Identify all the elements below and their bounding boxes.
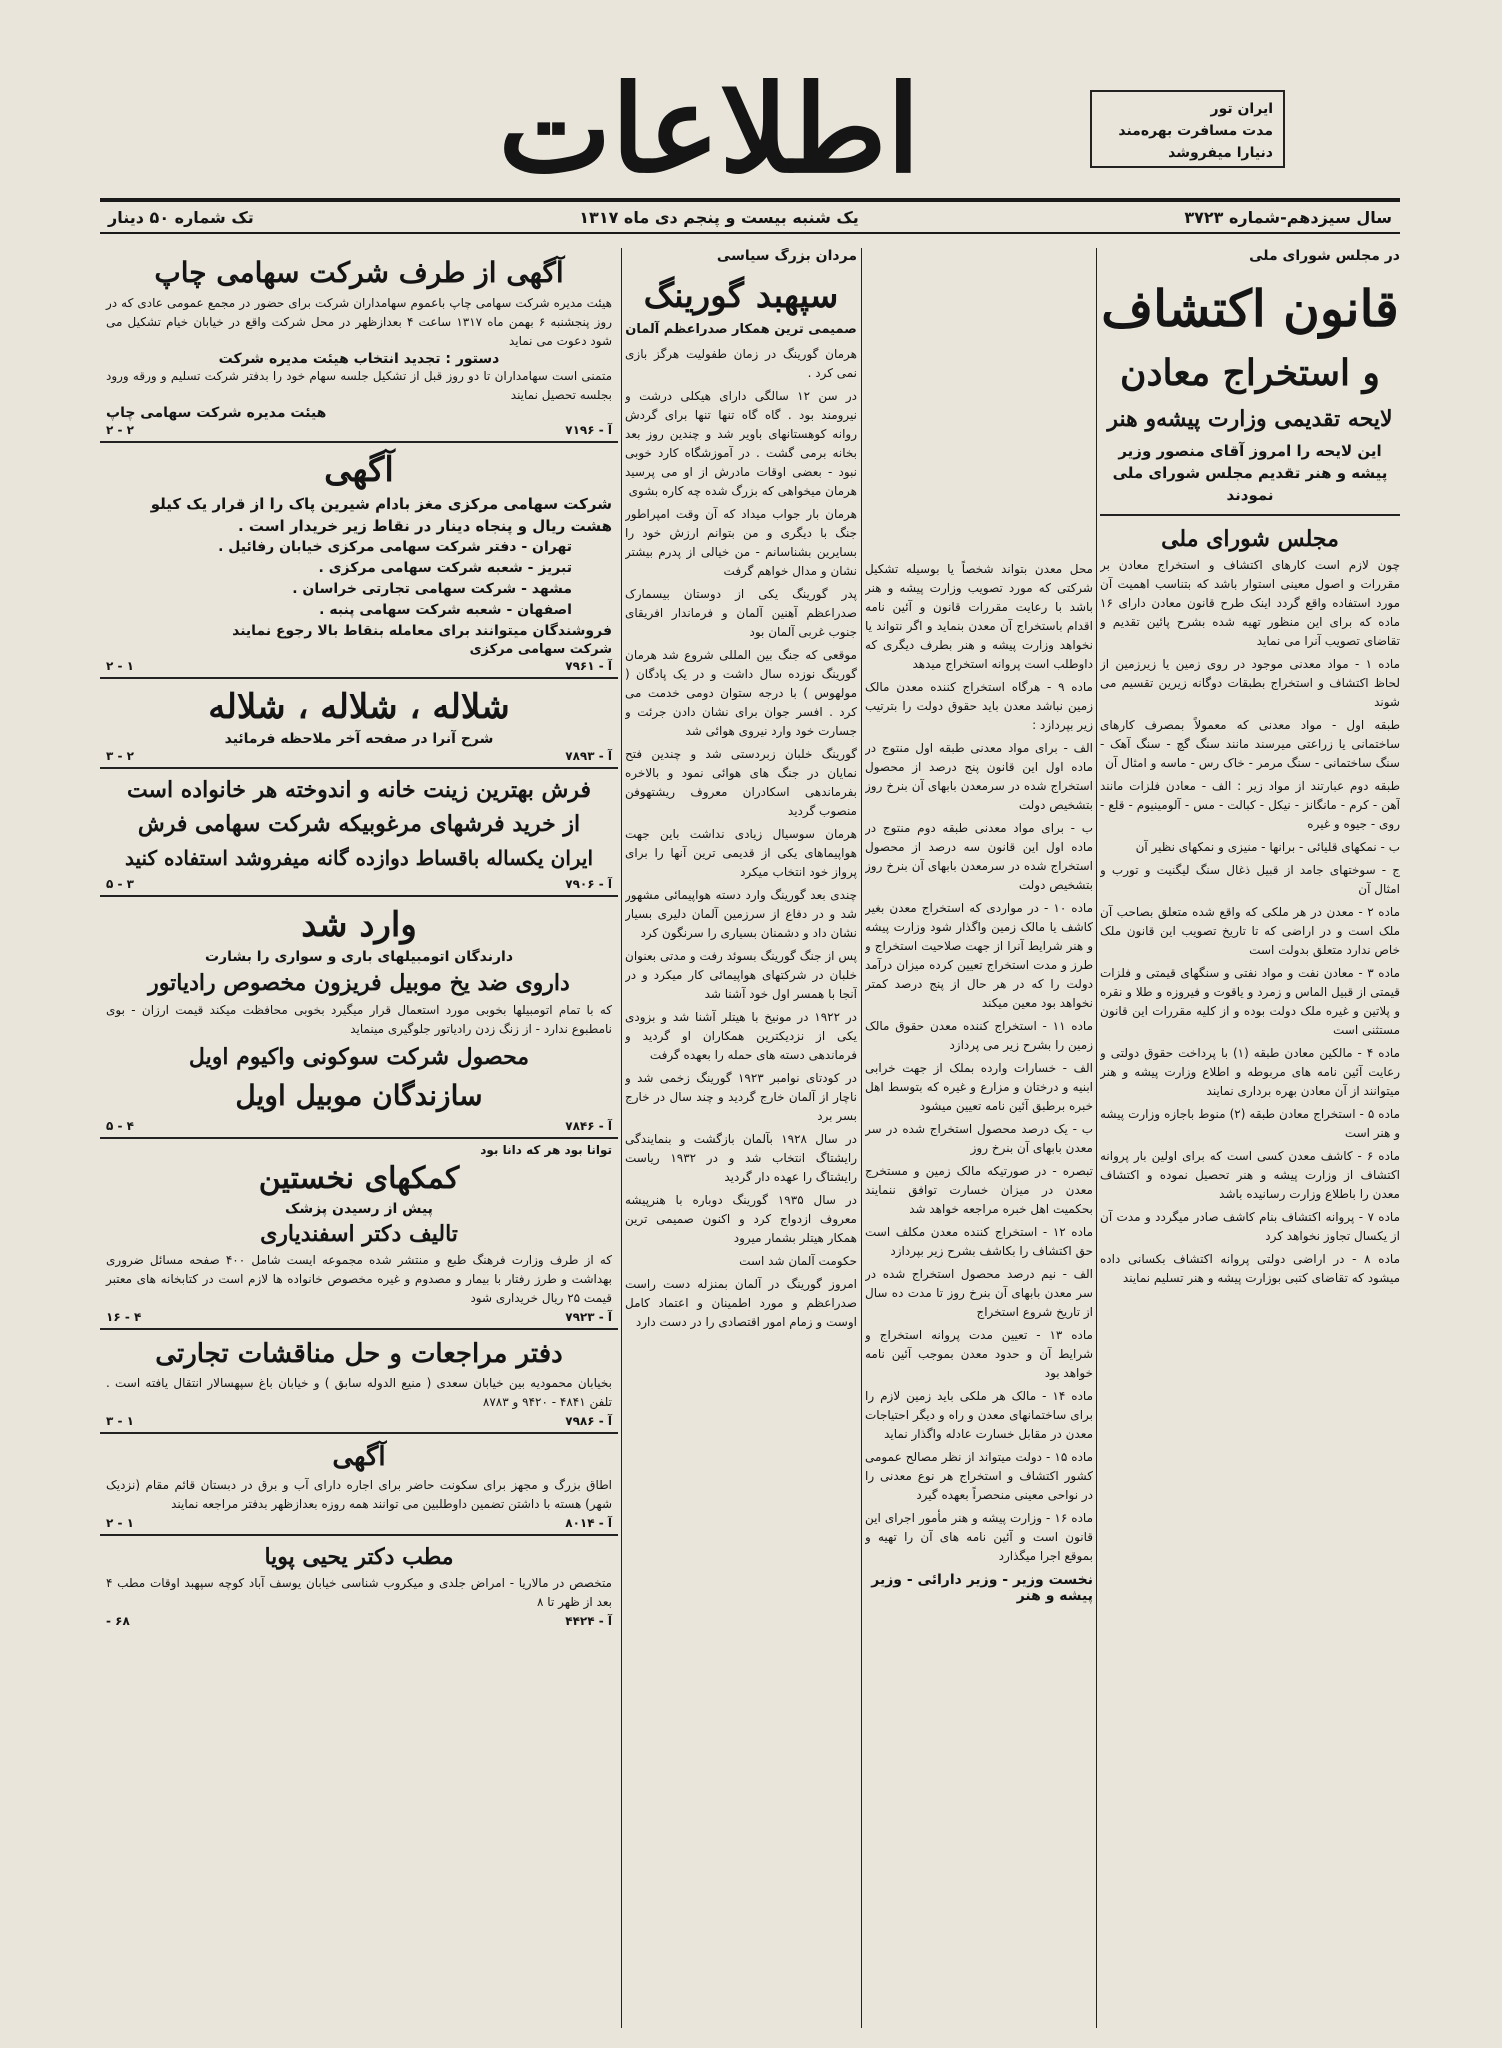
ad-signature: شرکت سهامی مرکزی <box>469 642 612 657</box>
ad-code-right: آ - ۴۴۲۴ <box>565 1614 612 1628</box>
ad-title: آگهی <box>332 1442 386 1472</box>
ad-first-aid-book <box>100 1139 618 1330</box>
dateline <box>100 198 1400 234</box>
paragraph: ماده ۱۲ - استخراج کننده معدن مکلف است حق اکتشاف را بکاشف بشرح زیر بپردازد <box>865 1225 1093 1258</box>
paragraph: پدر گورینگ یکی از دوستان بیسمارک صدراعظم آهنین آلمان و فرماندار افریقای جنوب غربی آلمان بود <box>625 587 857 639</box>
paragraph: در سن ۱۲ سالگی دارای هیکلی درشت و نیرومند بود . گاه گاه تنها تنها برای گردش روانه کوهستانهای باویر شد و چندین روز بعد بخانه برمی گشت . در آموزشگاه کارد خوبی نبود - بعضی اوقات مادرش از او می پرسید هرمان میخواهی که بزرگ شده چه کاره بشوی <box>625 389 857 498</box>
article-body <box>865 560 1093 1566</box>
paragraph: چون لازم است کارهای اکتشاف و استخراج معادن بر مقررات و اصول معینی استوار باشد که بتناسب اهمیت آن مورد استفاده واقع گردد اینک طرح قانون معادن دارای ۱۶ ماده که برای این منظور تهیه شده بشرح پائین تقدیم و تقاضای تصویب آنرا می نماید <box>1100 558 1400 648</box>
paragraph: الف - خسارات وارده بملک از جهت خرابی ابنیه و درختان و مزارع و غیره که بتوسط اهل خبره برطبق آئین نامه تعیین میشود <box>865 1061 1093 1113</box>
ad-antifreeze <box>100 897 618 1139</box>
ad-body: متمنی است سهامداران تا دو روز قبل از تشکیل جلسه سهام خود را بدفتر شرکت تسلیم و ورقه ورود بجلسه تحصیل نمایند <box>106 369 612 402</box>
ad-title: شلاله ، شلاله ، شلاله <box>208 687 510 727</box>
ad-title: وارد شد <box>301 905 417 945</box>
paragraph: الف - نیم درصد محصول استخراج شده در سر معدن بابهای آن بنرخ روز تا مدت ده سال از تاریخ شروع استخراج <box>865 1267 1093 1319</box>
paragraph: ماده ۲ - معدن در هر ملکی که واقع شده متعلق بصاحب آن ملک است و در اراضی که تا تاریخ تصویب این قانون ملک خاص ندارد متعلق بدولت است <box>1100 905 1400 957</box>
ad-author: تالیف دکتر اسفندیاری <box>260 1221 458 1247</box>
ad-subtitle: پیش از رسیدن پزشک <box>285 1201 433 1217</box>
paragraph: ماده ۱ - مواد معدنی موجود در روی زمین یا زیرزمین از لحاظ اکتشاف و استخراج بطبقات دوگانه زیرین تقسیم می شوند <box>1100 657 1400 709</box>
ad-code-left: ۱ - ۳ <box>106 1414 134 1428</box>
paragraph: چندی بعد گورینگ وارد دسته هواپیمائی مشهور شد و در دفاع از سرزمین آلمان دلیری بسیار نشان داد و دشمنان بسیاری را سرنگون کرد <box>625 888 857 940</box>
ad-title: دفتر مراجعات و حل مناقشات تجارتی <box>155 1339 563 1369</box>
paragraph: تبصره - در صورتیکه مالک زمین و مستخرج معدن در میزان خسارت توافق ننمایند بحکمیت اهل خبره مراجعه خواهد شد <box>865 1164 1093 1216</box>
ad-code <box>106 877 612 891</box>
ad-code-left: ۶۸ - <box>106 1614 130 1628</box>
ad-body: شرح آنرا در صفحه آخر ملاحظه فرمائید <box>224 731 494 747</box>
ad-code-left: ۲ - ۲ <box>106 423 134 437</box>
paragraph: هرمان سوسیال زیادی نداشت باین جهت هواپیماهای یکی از قدیمی ترین آنها را برای پرواز خود انتخاب میکرد <box>625 827 857 879</box>
paragraph: ماده ۱۵ - دولت میتواند از نظر مصالح عمومی کشور اکتشاف و استخراج هر نوع معدنی را در نواحی معینی منحصراً بعهده گیرد <box>865 1450 1093 1502</box>
ad-location: مشهد - شرکت سهامی تجارتی خراسان . <box>292 581 572 597</box>
paragraph: ماده ۱۰ - در مواردی که استخراج معدن بغیر کاشف یا مالک زمین واگذار شود وزارت پیشه و هنر شرایط آنرا از جهت صلاحیت استخراج و طرز و مدت استخراج تعیین کرده میزان درآمد دولت را که در هر حال از پنج درصد کمتر نخواهد بود معین میکند <box>865 901 1093 1010</box>
paragraph: طبقه دوم عبارتند از مواد زیر : الف - معادن فلزات مانند آهن - کرم - مانگانز - نیکل - کبالت - مس - آلومینیوم - قلع - روی - جیوه و غیره <box>1100 779 1400 831</box>
paragraph: ماده ۶ - کاشف معدن کسی است که برای اولین بار پروانه اکتشاف از وزارت پیشه و هنر تحصیل نموده و اکتشاف معدن را باطلاع وزارت رسانیده باشد <box>1100 1149 1400 1201</box>
section-title: مجلس شورای ملی <box>1161 526 1339 552</box>
paragraph: ماده ۱۳ - تعیین مدت پروانه استخراج و شرایط آن و حدود معدن بموجب آئین نامه خواهد بود <box>865 1328 1093 1380</box>
ad-code <box>106 1310 612 1324</box>
paragraph: ج - سوختهای جامد از قبیل ذغال سنگ لیگنیت و تورب و امثال آن <box>1100 863 1400 896</box>
paragraph: محل معدن بتواند شخصاً یا بوسیله تشکیل شرکتی که مورد تصویب وزارت پیشه و هنر باشد با رعایت مقررات قانون و آئین نامه اقدام باستخراج آن معدن بنماید و اگر نتواند یا نخواهد وزارت پیشه و هنر بطرف دیگری که داوطلب است پروانه استخراج میدهد <box>865 562 1093 671</box>
paragraph: الف - برای مواد معدنی طبقه اول منتوج در ماده اول این قانون پنج درصد از محصول استخراج شده در سرمعدن بابهای آن بنرخ روز بتشخیص دولت <box>865 741 1093 812</box>
article-kicker: مردان بزرگ سیاسی <box>716 248 857 264</box>
paragraph: پس از جنگ گورینگ بسوئد رفت و مدتی بعنوان خلبان در شرکتهای هواپیمائی کار میکرد و در آنجا با همسر اول خود آشنا شد <box>625 949 857 1001</box>
ad-code-left: ۴ - ۱۶ <box>106 1310 142 1324</box>
paragraph: ماده ۷ - پروانه اکتشاف بنام کاشف صادر میگردد و مدت آن از یکسال تجاوز نخواهد کرد <box>1100 1210 1400 1243</box>
ad-code-left: ۳ - ۵ <box>106 877 134 891</box>
ad-signature: هیئت مدیره شرکت سهامی چاپ <box>106 405 327 421</box>
ad-headline: داروی ضد یخ موبیل فریزون مخصوص رادیاتور <box>148 970 570 996</box>
paragraph: امروز گورینگ در آلمان بمنزله دست راست صدراعظم و مورد اطمینان و اعتماد کامل اوست و زمام امور اقتصادی را در دست دارد <box>625 1277 857 1329</box>
ad-code-right: آ - ۷۹۰۶ <box>565 877 612 891</box>
ad-subtitle: دارندگان اتومبیلهای باری و سواری را بشارت <box>204 949 514 965</box>
paragraph: موقعی که جنگ بین المللی شروع شد هرمان گورینگ نوزده سال داشت و در یک پادگان ( مولهوس ) با درجه ستوان دومی خدمت می کرد . افسر جوان برای نشان دادن جرئت و جسارت خود وارد نیروی هوائی شد <box>625 648 857 738</box>
paragraph: ماده ۹ - هرگاه استخراج کننده معدن مالک زمین نباشد معدن باید حقوق دولت را بترتیب زیر بپردازد : <box>865 680 1093 732</box>
article-body <box>1100 556 1400 1288</box>
paragraph: گورینگ خلبان زبردستی شد و چندین فتح نمایان در جنگ های هوائی نمود و بالاخره بفرماندهی اسکادران معروف ریشتهوفن منصوب گردید <box>625 747 857 818</box>
ad-code <box>106 1414 612 1428</box>
ad-code <box>106 1119 612 1133</box>
ad-code-right: آ - ۷۹۸۶ <box>565 1414 612 1428</box>
headline: سپهبد گورینگ <box>643 276 839 316</box>
ad-body: که از طرف وزارت فرهنگ طبع و منتشر شده مجموعه ایست شامل ۴۰۰ صفحه مسائل ضروری بهداشت و طرز رفتار با بیمار و مصدوم و غیره مخصوص خانواده ها لازم است در کتابخانه های معتبر قیمت ۲۵ ریال خریداری شود <box>106 1253 612 1305</box>
ad-headline: محصول شرکت سوکونی واکیوم اویل <box>188 1044 530 1070</box>
issue-price: تک شماره ۵۰ دینار <box>108 207 254 227</box>
ad-title: کمکهای نخستین <box>258 1161 460 1196</box>
ad-body: شرکت سهامی مرکزی مغز بادام شیرین پاک را از قرار یک کیلو هشت ریال و پنجاه دینار در نقاط زیر خریدار است . <box>150 495 612 535</box>
column-rule <box>621 248 622 2028</box>
ad-title: آگهی از طرف شرکت سهامی چاپ <box>154 256 564 289</box>
ad-code <box>106 659 612 673</box>
ad-doctor <box>100 1536 618 1632</box>
price-box-line: ایران تور <box>1210 101 1273 117</box>
ad-body: هیئت مدیره شرکت سهامی چاپ باعموم سهامداران شرکت برای حضور در مجمع عمومی عادی که در روز پنجشنبه ۶ بهمن ماه ۱۳۱۷ ساعت ۴ بعدازظهر در محل شرکت واقع در خیابان خیام تشکیل می شود دعوت می نماید <box>106 296 612 348</box>
paragraph: ماده ۸ - در اراضی دولتی پروانه اکتشاف بکسانی داده میشود که تقاضای کتبی بوزارت پیشه و هنر تسلیم نمایند <box>1100 1252 1400 1285</box>
ad-kicker: توانا بود هر که دانا بود <box>480 1143 612 1157</box>
ad-body: که با تمام اتومبیلها بخوبی مورد استعمال قرار میگیرد بخوبی محافظت میکند قیمت ارزان - بوی نامطبوع ندارد - از زنگ زدن رادیاتور جلوگیری مینماید <box>106 1003 612 1036</box>
paragraph: ماده ۳ - معادن نفت و مواد نفتی و سنگهای قیمتی و فلزات قیمتی از قبیل الماس و زمرد و یاقوت و فیروزه و طلا و نقره و پلاتین و غیره ملک دولت بوده و از کلیه مقررات این قانون مستثنی است <box>1100 966 1400 1037</box>
paragraph: هرمان بار جواب میداد که آن وقت امپراطور جنگ با دیگری و من بتوانم ارزش خود را بسایرین بشناسانم - من خیالی از پدرم بیشتر نشان و مدال خواهم گرفت <box>625 507 857 578</box>
paragraph: ب - برای مواد معدنی طبقه دوم منتوج در ماده اول این قانون سه درصد از محصول استخراج شده در سرمعدن بابهای آن بنرخ روز بتشخیص دولت <box>865 821 1093 892</box>
column-rule <box>1096 248 1097 2028</box>
ad-title: آگهی <box>324 450 394 490</box>
ad-chap-company <box>100 248 618 443</box>
ad-code <box>106 1516 612 1530</box>
ad-code <box>106 1614 612 1628</box>
article-mining-law-continued <box>865 560 1093 2028</box>
ad-location: تبریز - شعبه شرکت سهامی مرکزی . <box>318 560 572 576</box>
paragraph: طبقه اول - مواد معدنی که معمولاً بمصرف کارهای ساختمانی یا زراعتی میرسند مانند سنگ گچ - سنگ آهک - سنگ ساختمانی - سنگ مرمر - خاک رس - ماسه و امثال آن <box>1100 718 1400 770</box>
ad-line: ایران یکساله باقساط دوازده گانه میفروشد استفاده کنید <box>124 846 594 870</box>
ad-code-right: آ - ۷۹۲۳ <box>565 1310 612 1324</box>
ad-headline: سازندگان موبیل اویل <box>235 1079 483 1112</box>
ad-code-right: آ - ۸۰۱۴ <box>565 1516 612 1530</box>
ad-agenda: دستور : تجدید انتخاب هیئت مدیره شرکت <box>218 351 500 367</box>
column-rule <box>861 248 862 2028</box>
article-kicker: در مجلس شورای ملی <box>1249 248 1400 264</box>
ad-code-right: آ - ۷۸۴۶ <box>565 1119 612 1133</box>
article-body <box>625 345 857 1332</box>
paragraph: ب - یک درصد محصول استخراج شده در سر معدن بابهای آن بنرخ روز <box>865 1122 1093 1155</box>
ad-code-left: ۴ - ۵ <box>106 1119 134 1133</box>
ad-code-right: آ - ۷۹۶۱ <box>565 659 612 673</box>
price-box-line: مدت مسافرت بهره‌مند <box>1118 123 1273 139</box>
paragraph: ماده ۵ - استخراج معادن طبقه (۲) منوط باجازه وزارت پیشه و هنر است <box>1100 1107 1400 1140</box>
paragraph: ماده ۴ - مالکین معادن طبقه (۱) با پرداخت حقوق دولتی و رعایت آئین نامه های مربوطه و اطلاع وزارت پیشه و هنر میتوانند از آن معادن بهره برداری نمایند <box>1100 1046 1400 1098</box>
paragraph: ب - نمکهای قلیائی - برانها - منیزی و نمکهای نظیر آن <box>1135 840 1400 854</box>
ad-code <box>106 749 612 763</box>
paragraph: در ۱۹۲۲ در مونیخ با هیتلر آشنا شد و بزودی یکی از نزدیکترین همکاران او گردید و فرماندهی دسته های حمله را بعهده گرفت <box>625 1010 857 1062</box>
subheadline: لایحه تقدیمی وزارت پیشه‌و هنر <box>1107 406 1393 432</box>
paragraph: در سال ۱۹۳۵ گورینگ دوباره با هنرپیشه معروف ازدواج کرد و اکنون صمیمی ترین همکار هیتلر بشمار میرود <box>625 1193 857 1245</box>
ad-location: تهران - دفتر شرکت سهامی مرکزی خیابان رفائیل . <box>218 539 572 555</box>
ad-location: اصفهان - شعبه شرکت سهامی پنبه . <box>319 602 572 618</box>
subheadline-2: این لایحه را امروز آقای منصور وزیر پیشه و هنر تقدیم مجلس شورای ملی نمودند <box>1112 442 1388 504</box>
ad-almond <box>100 443 618 679</box>
ad-title: مطب دکتر یحیی پویا <box>264 1544 454 1570</box>
ad-line: از خرید فرشهای مرغوبیکه شرکت سهامی فرش <box>137 811 581 837</box>
ad-code-left: ۲ - ۳ <box>106 749 134 763</box>
ad-rent <box>100 1434 618 1536</box>
price-box <box>1090 90 1285 168</box>
ad-body: بخیابان محمودیه بین خیابان سعدی ( منیع الدوله سابق ) و خیابان باغ سپهسالار انتقال یافته است . تلفن ۴۸۴۱ - ۹۴۲۰ و ۸۷۸۳ <box>106 1376 612 1409</box>
ad-body: متخصص در مالاریا - امراض جلدی و میکروب شناسی خیابان یوسف آباد کوچه سپهبد اوقات مطب ۴ بعد از ظهر تا ۸ <box>106 1576 612 1609</box>
ad-code-left: ۱ - ۲ <box>106 659 134 673</box>
ad-body: اطاق بزرگ و مجهز برای سکونت حاضر برای اجاره دارای آب و برق در دبستان قائم مقام (نزدیک شهر) هسته با داشتن تضمین داوطلبین می توانند همه روزه بعدازظهر بدفتر مراجعه نمایند <box>106 1478 612 1511</box>
article-goering <box>625 248 857 2028</box>
ad-line: فرش بهترین زینت خانه و اندوخته هر خانواده است <box>126 777 592 803</box>
issue-date: یک شنبه بیست و پنجم دی ماه ۱۳۱۷ <box>579 207 859 227</box>
paragraph: ماده ۱۴ - مالک هر ملکی باید زمین لازم را برای ساختمانهای معدن و راه و دیگر احتیاجات معدن در مقابل خسارت عادله واگذار نماید <box>865 1389 1093 1441</box>
paragraph: ماده ۱۱ - استخراج کننده معدن حقوق مالک زمین را بشرح زیر می پردازد <box>865 1019 1093 1052</box>
advertisements-column <box>100 248 618 2028</box>
issue-number: سال سیزدهم-شماره ۳۷۲۳ <box>1184 207 1392 227</box>
ad-code-right: آ - ۷۱۹۶ <box>565 423 612 437</box>
newspaper-logo: اطلاعات <box>498 59 920 200</box>
headline-2: و استخراج معادن <box>1120 352 1380 394</box>
price-box-line: دنیارا میفروشد <box>1168 145 1273 161</box>
paragraph: حکومت آلمان شد است <box>739 1254 857 1268</box>
paragraph: هرمان گورینگ در زمان طفولیت هرگز بازی نمی کرد . <box>625 347 857 380</box>
ad-code <box>106 423 612 437</box>
paragraph: در کودتای نوامبر ۱۹۲۳ گورینگ زخمی شد و ناچار از آلمان خارج گردید و چند سال در خارج بسر برد <box>625 1071 857 1123</box>
signature: نخست وزیر - وزیر دارائی - وزیر پیشه و هنر <box>871 1572 1093 1604</box>
ad-code-right: آ - ۷۸۹۳ <box>565 749 612 763</box>
divider <box>1100 514 1400 516</box>
paragraph: در سال ۱۹۲۸ بآلمان بازگشت و بنمایندگی رایشتاگ انتخاب شد و در ۱۹۳۲ ریاست رایشتاگ را عهده دار گردید <box>625 1132 857 1184</box>
paragraph: ماده ۱۶ - وزارت پیشه و هنر مأمور اجرای این قانون است و آئین نامه های آن را تهیه و بموقع اجرا میگذارد <box>865 1511 1093 1563</box>
ad-shalaleh <box>100 679 618 769</box>
headline: قانون اکتشاف <box>1101 279 1399 338</box>
ad-code-left: ۱ - ۲ <box>106 1516 134 1530</box>
article-mining-law <box>1100 248 1400 2028</box>
ad-trade-office <box>100 1330 618 1434</box>
subheadline: صمیمی ترین همکار صدراعظم آلمان <box>625 322 857 337</box>
ad-carpet <box>100 769 618 897</box>
ad-body: فروشندگان میتوانند برای معامله بنقاط بالا رجوع نمایند <box>232 623 612 639</box>
